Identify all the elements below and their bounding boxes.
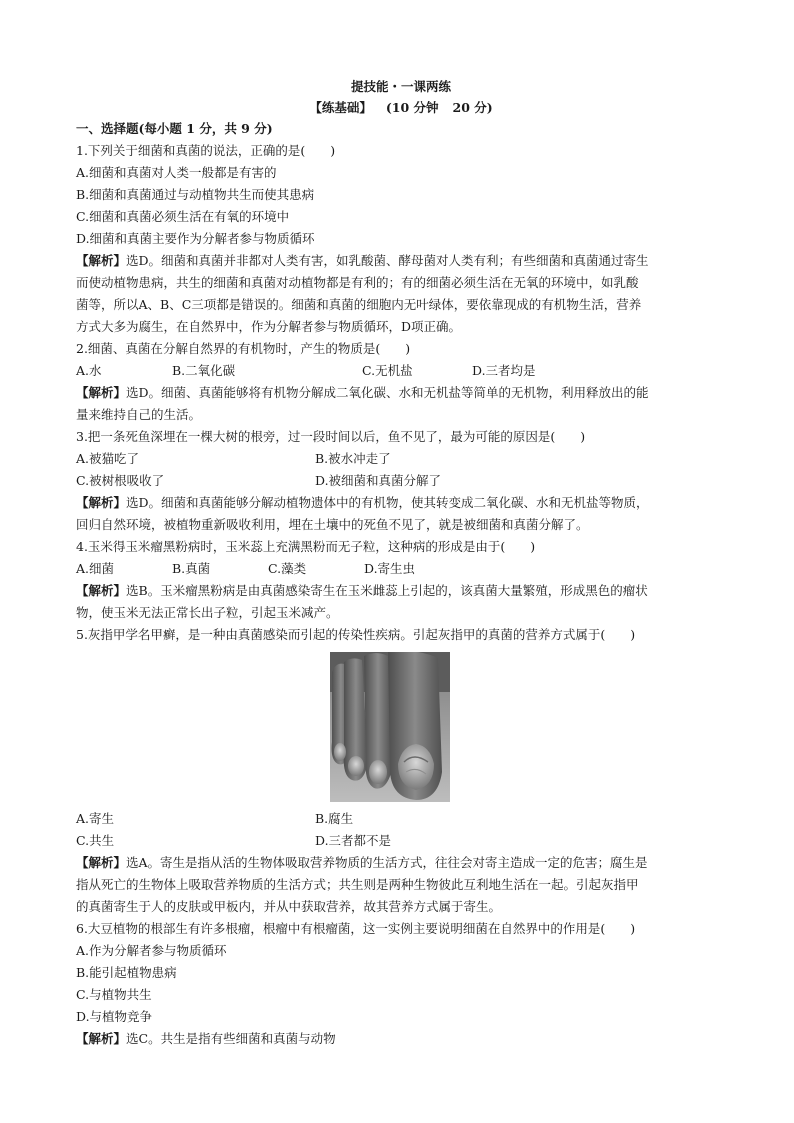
question-6-stem: 6.大豆植物的根部生有许多根瘤，根瘤中有根瘤菌，这一实例主要说明细菌在自然界中的作用是( ) bbox=[76, 921, 636, 936]
subtitle-time: (10 分钟 bbox=[385, 100, 439, 115]
question-2-options bbox=[76, 360, 726, 382]
question-4-stem: 4.玉米得玉米瘤黑粉病时，玉米蕊上充满黑粉而无子粒，这种病的形成是由于( ) bbox=[76, 539, 536, 554]
page-title: 提技能・一课两练 bbox=[350, 79, 451, 94]
question-1-option-c: C.细菌和真菌必须生活在有氧的环境中 bbox=[76, 209, 290, 224]
question-4-option-b: B.真菌 bbox=[172, 561, 211, 576]
analysis-line: 指从死亡的生物体上吸取营养物质的生活方式；共生则是两种生物彼此互利地生活在一起。引起灰指甲 bbox=[76, 877, 639, 892]
question-6-analysis bbox=[76, 1028, 726, 1050]
analysis-line: 物，使玉米无法正常长出子粒，引起玉米减产。 bbox=[76, 605, 339, 620]
question-5-option-d: D.三者都不是 bbox=[315, 833, 392, 848]
analysis-line: 而使动植物患病，共生的细菌和真菌对动植物都是有利的；有的细菌必须生活在无氧的环境中，如乳酸 bbox=[76, 275, 639, 290]
question-2-stem: 2.细菌、真菌在分解自然界的有机物时，产生的物质是( ) bbox=[76, 341, 411, 356]
question-6-option-a: A.作为分解者参与物质循环 bbox=[76, 943, 227, 958]
question-2-option-d: D.三者均是 bbox=[472, 363, 536, 378]
section-subtitle bbox=[76, 98, 726, 118]
toenail-photo-drawing bbox=[330, 652, 450, 802]
question-6-option-b: B.能引起植物患病 bbox=[76, 965, 177, 980]
analysis-tag: 【解析】 bbox=[76, 385, 127, 400]
question-3-option-a: A.被猫吃了 bbox=[76, 451, 140, 466]
question-5-stem: 5.灰指甲学名甲癣，是一种由真菌感染而引起的传染性疾病。引起灰指甲的真菌的营养方式属于( ) bbox=[76, 627, 636, 642]
question-3-option-d: D.被细菌和真菌分解了 bbox=[315, 473, 442, 488]
analysis-line: 选C。共生是指有些细菌和真菌与动物 bbox=[126, 1031, 336, 1046]
question-1-option-b: B.细菌和真菌通过与动植物共生而使其患病 bbox=[76, 187, 315, 202]
question-4-options bbox=[76, 558, 726, 580]
analysis-tag: 【解析】 bbox=[76, 583, 127, 598]
analysis-tag: 【解析】 bbox=[76, 253, 127, 268]
subtitle-label: 【练基础】 bbox=[309, 100, 372, 115]
question-1-option-d: D.细菌和真菌主要作为分解者参与物质循环 bbox=[76, 231, 315, 246]
analysis-tag: 【解析】 bbox=[76, 1031, 127, 1046]
subtitle-score: 20 分) bbox=[452, 100, 493, 115]
analysis-line: 量来维持自己的生活。 bbox=[76, 407, 202, 422]
analysis-line: 选A。寄生是指从活的生物体吸取营养物质的生活方式，往往会对寄主造成一定的危害；腐生是 bbox=[126, 855, 648, 870]
question-2-option-b: B.二氧化碳 bbox=[172, 363, 236, 378]
analysis-tag: 【解析】 bbox=[76, 855, 127, 870]
question-3-option-c: C.被树根吸收了 bbox=[76, 473, 165, 488]
question-1-analysis bbox=[76, 250, 726, 338]
question-4-option-d: D.寄生虫 bbox=[364, 561, 416, 576]
question-5-options-row2 bbox=[76, 830, 726, 852]
question-3-option-b: B.被水冲走了 bbox=[315, 451, 391, 466]
section-heading: 一、选择题(每小题 1 分，共 9 分) bbox=[76, 121, 273, 136]
question-6-option-c: C.与植物共生 bbox=[76, 987, 152, 1002]
question-1-stem: 1.下列关于细菌和真菌的说法，正确的是( ) bbox=[76, 143, 336, 158]
analysis-line: 选B。玉米瘤黑粉病是由真菌感染寄生在玉米雌蕊上引起的，该真菌大量繁殖，形成黑色的瘤状 bbox=[126, 583, 648, 598]
question-4-option-a: A.细菌 bbox=[76, 561, 115, 576]
question-6-option-d: D.与植物竞争 bbox=[76, 1009, 153, 1024]
question-3-options-row1 bbox=[76, 448, 726, 470]
question-2-option-a: A.水 bbox=[76, 363, 102, 378]
question-5-option-a: A.寄生 bbox=[76, 811, 115, 826]
analysis-tag: 【解析】 bbox=[76, 495, 127, 510]
question-2-analysis bbox=[76, 382, 726, 426]
question-4-option-c: C.藻类 bbox=[268, 561, 307, 576]
question-3-stem: 3.把一条死鱼深埋在一棵大树的根旁，过一段时间以后，鱼不见了，最为可能的原因是( ) bbox=[76, 429, 586, 444]
question-5-option-c: C.共生 bbox=[76, 833, 115, 848]
question-2-option-c: C.无机盐 bbox=[362, 363, 413, 378]
toenail-fungus-photo bbox=[330, 652, 450, 802]
analysis-line: 选D。细菌和真菌并非都对人类有害，如乳酸菌、酵母菌对人类有利；有些细菌和真菌通过寄生 bbox=[126, 253, 649, 268]
question-1-option-a: A.细菌和真菌对人类一般都是有害的 bbox=[76, 165, 277, 180]
question-5-analysis bbox=[76, 852, 726, 918]
analysis-line: 选D。细菌和真菌能够分解动植物遗体中的有机物，使其转变成二氧化碳、水和无机盐等物质， bbox=[126, 495, 649, 510]
question-5-options-row1 bbox=[76, 808, 726, 830]
question-3-options-row2 bbox=[76, 470, 726, 492]
worksheet-page bbox=[76, 74, 726, 1050]
question-4-analysis bbox=[76, 580, 726, 624]
analysis-line: 方式大多为腐生，在自然界中，作为分解者参与物质循环，D项正确。 bbox=[76, 319, 462, 334]
analysis-line: 回归自然环境，被植物重新吸收利用，埋在土壤中的死鱼不见了，就是被细菌和真菌分解了。 bbox=[76, 517, 589, 532]
analysis-line: 选D。细菌、真菌能够将有机物分解成二氧化碳、水和无机盐等简单的无机物，利用释放出的能 bbox=[126, 385, 649, 400]
analysis-line: 的真菌寄生于人的皮肤或甲板内，并从中获取营养，故其营养方式属于寄生。 bbox=[76, 899, 502, 914]
question-3-analysis bbox=[76, 492, 726, 536]
analysis-line: 菌等，所以A、B、C三项都是错误的。细菌和真菌的细胞内无叶绿体，要依靠现成的有机物生活，营养 bbox=[76, 297, 642, 312]
question-5-option-b: B.腐生 bbox=[315, 811, 354, 826]
